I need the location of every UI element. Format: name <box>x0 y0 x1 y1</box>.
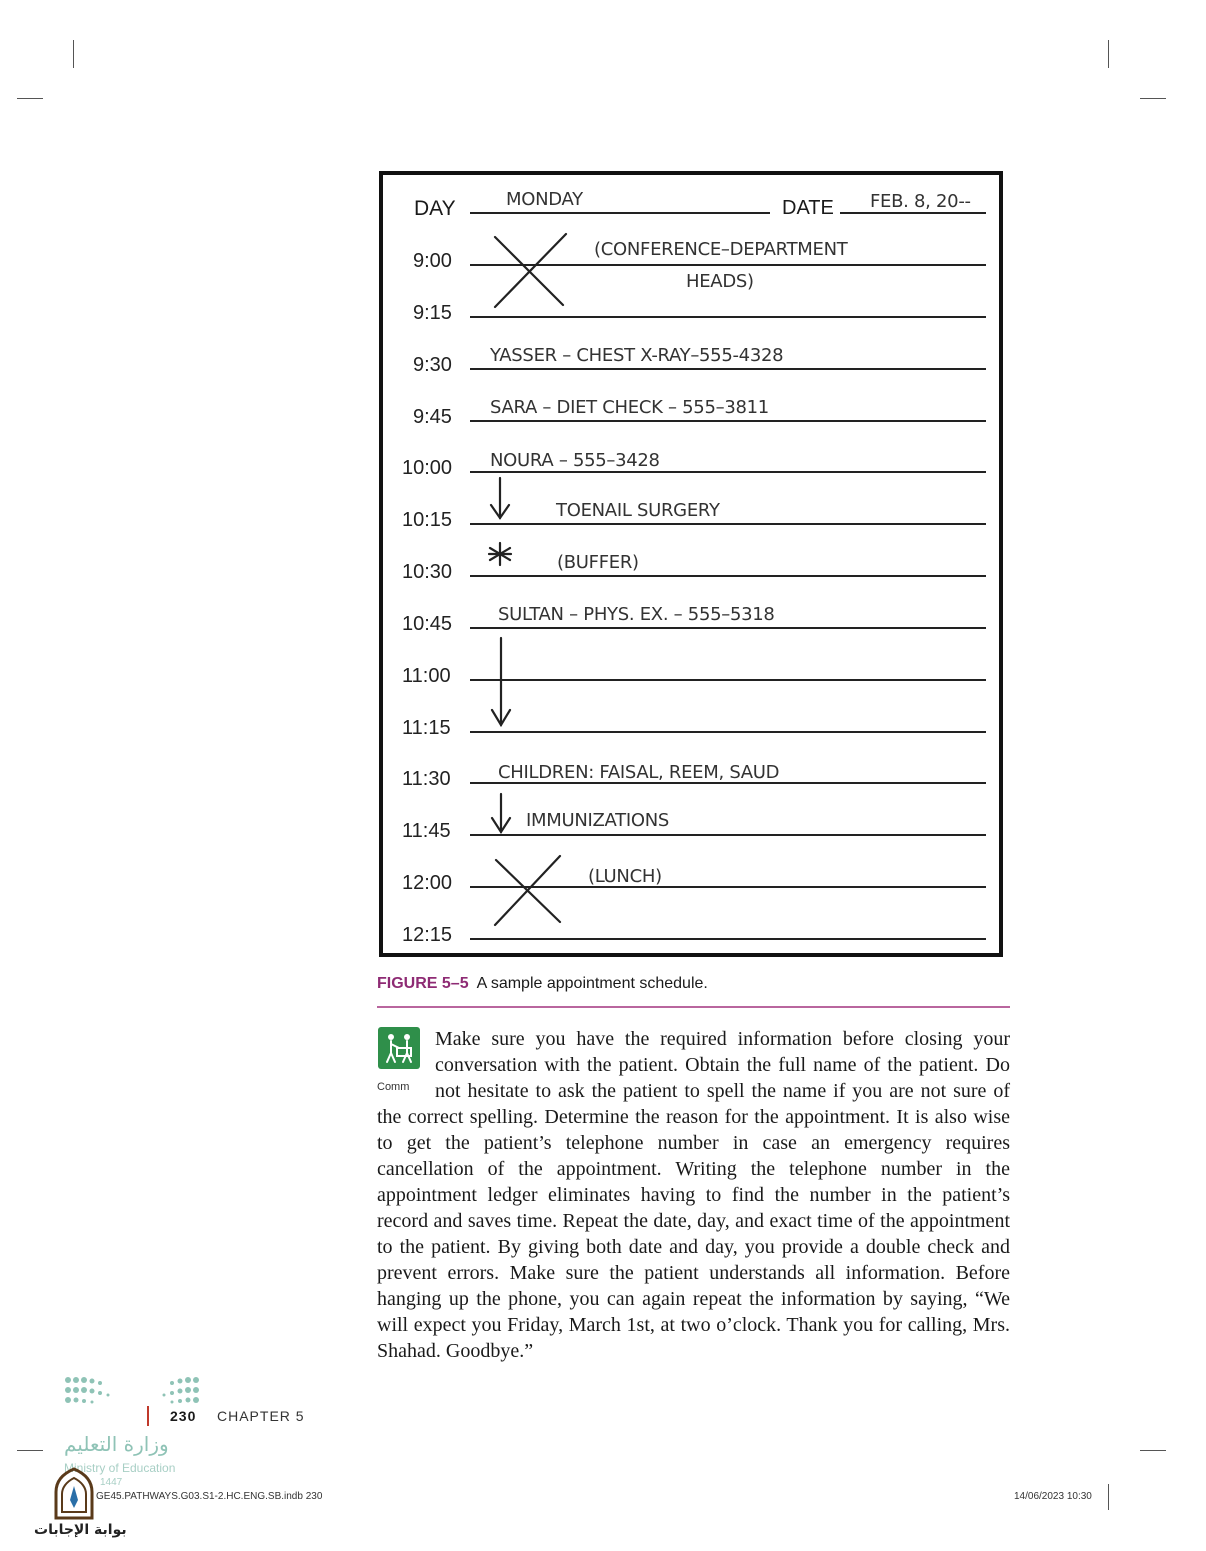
chapter-label: CHAPTER 5 <box>217 1408 305 1424</box>
time-label: 11:15 <box>402 717 451 739</box>
entry-sultan: SULTAN – PHYS. EX. – 555–5318 <box>498 604 775 625</box>
caption-divider <box>377 1006 1010 1008</box>
entry-conference: (CONFERENCE–DEPARTMENT <box>594 239 848 260</box>
entry-sara: SARA – DIET CHECK – 555–3811 <box>490 397 769 418</box>
date-value: FEB. 8, 20-- <box>870 191 971 212</box>
time-label: 9:45 <box>413 406 452 428</box>
time-label: 12:00 <box>402 872 453 894</box>
ministry-english-name: Ministry of Education <box>64 1461 176 1475</box>
entry-immunizations: IMMUNIZATIONS <box>526 810 670 831</box>
time-label: 9:15 <box>413 302 452 324</box>
entry-toenail: TOENAIL SURGERY <box>556 500 720 521</box>
time-label: 9:00 <box>413 250 452 272</box>
time-label: 11:30 <box>402 768 451 790</box>
time-label: 11:45 <box>402 820 451 842</box>
day-label: DAY <box>414 197 456 220</box>
entry-noura: NOURA – 555–3428 <box>490 450 660 471</box>
page-number-marker <box>147 1406 149 1426</box>
entry-buffer: (BUFFER) <box>557 552 639 573</box>
time-label: 12:15 <box>402 924 453 946</box>
date-label: DATE <box>782 197 834 219</box>
file-info: GE45.PATHWAYS.G03.S1-2.HC.ENG.SB.indb 230 <box>96 1491 323 1502</box>
comm-icon-box <box>377 1026 427 1092</box>
entry-children: CHILDREN: FAISAL, REEM, SAUD <box>498 762 780 783</box>
time-label: 10:30 <box>402 561 453 583</box>
time-label: 10:45 <box>402 613 453 635</box>
entry-conference-cont: HEADS) <box>686 271 754 292</box>
watermark-emblem-icon <box>50 1466 98 1522</box>
cross-out-mark <box>495 856 560 925</box>
page-number: 230 <box>170 1408 197 1424</box>
day-value: MONDAY <box>506 189 583 210</box>
body-paragraph: Make sure you have the required information before closing your conversation with the patient. Obtain the full name of the patient. Do not hesitate to ask the patient to spell the name if you are not sure of the correct spelling. Determine the reason for the appointment. It is also wise to get the patient’s telephone number in case an emergency requires cancellation of the appointment. Writing the telephone number in the appointment ledger eliminates having to find the number in the patient’s record and saves time. Repeat the date, day, and exact time of the appointment to the patient. By giving both date and day, you provide a double check and prevent errors. Make sure the patient understands all information. Before hanging up the phone, you can again repeat the information by saying, “We will expect you Friday, March 1st, at two o’clock. Thank you for calling, Mrs. Shahad. Goodbye.” <box>377 1028 1010 1362</box>
communication-icon <box>377 1026 421 1070</box>
time-label: 10:15 <box>402 509 453 531</box>
watermark-text: بوابة الإجابات <box>34 1522 127 1538</box>
print-timestamp: 14/06/2023 10:30 <box>1014 1491 1092 1502</box>
comm-icon-label: Comm <box>377 1081 410 1093</box>
figure-caption-text: A sample appointment schedule. <box>476 975 708 992</box>
ministry-year: 1447 <box>100 1477 123 1488</box>
time-label: 11:00 <box>402 665 451 687</box>
time-label: 9:30 <box>413 354 452 376</box>
body-text-block <box>377 1026 1010 1364</box>
ministry-arabic-name: وزارة التعليم <box>64 1432 169 1456</box>
time-label: 10:00 <box>402 457 453 479</box>
figure-label: FIGURE 5–5 <box>377 975 469 992</box>
figure-caption <box>377 975 708 993</box>
entry-lunch: (LUNCH) <box>588 866 662 887</box>
entry-yasser: YASSER – CHEST X-RAY–555-4328 <box>490 345 784 366</box>
